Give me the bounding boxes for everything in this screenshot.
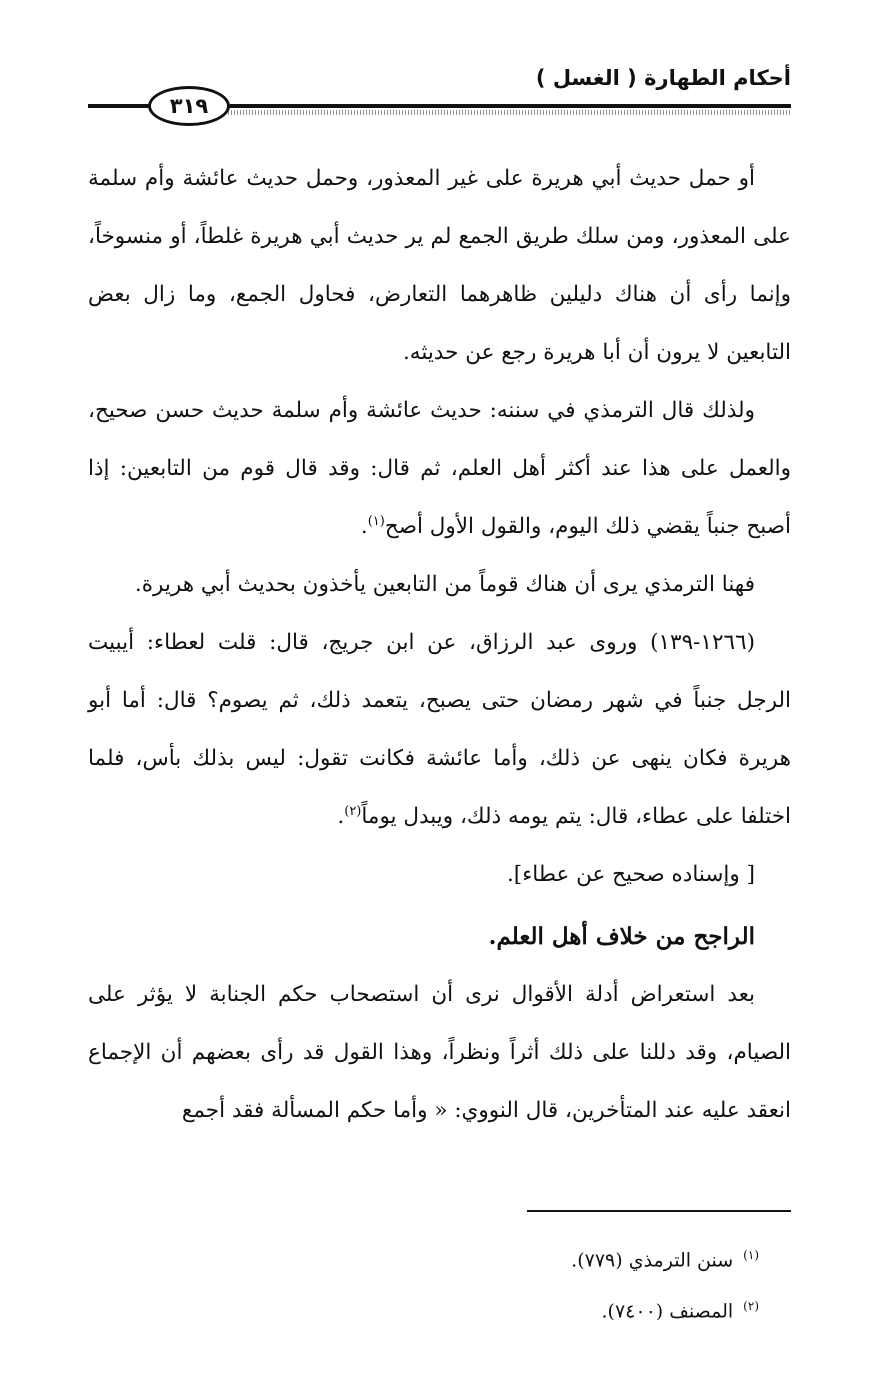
footnote-2-text: المصنف (٧٤٠٠). [601,1300,734,1323]
footnote-1-number: (١) [743,1248,759,1262]
header-rule-hatch [228,110,791,115]
footnote-1 [571,1232,759,1283]
paragraph-4-text: (١٢٦٦-١٣٩) وروى عبد الرزاق، عن ابن جريج، قال: قلت لعطاء: أيبيت الرجل جنباً في شهر رمضان حتى يصبح، يتعمد ذلك، ثم يصوم؟ قال: أما أبو هريرة فكان ينهى عن ذلك، وأما عائشة فكانت تقول: ليس بذلك بأس، فلما اختلفا على عطاء، قال: يتم يومه ذلك، ويبدل يوماً [88,630,791,829]
footnote-ref-2: (٢) [344,803,362,819]
footnote-2 [571,1283,759,1334]
paragraph-3: فهنا الترمذي يرى أن هناك قوماً من التابعين يأخذون بحديث أبي هريرة. [134,572,755,597]
main-text [88,150,791,1140]
paragraph-2-text: ولذلك قال الترمذي في سننه: حديث عائشة وأم سلمة حديث حسن صحيح، والعمل على هذا عند أكثر أهل العلم، ثم قال: وقد قال قوم من التابعين: إذا أصبح جنباً يقضي ذلك اليوم، والقول الأول أصح [88,398,791,539]
paragraph-4-end: . [337,804,345,829]
paragraph-2-end: . [360,514,368,539]
paragraph-4 [88,614,791,846]
paragraph-5: [ وإسناده صحيح عن عطاء]. [506,862,755,887]
footnote-2-number: (٢) [743,1299,759,1314]
footnotes [571,1232,759,1335]
footnote-ref-1: (١) [367,513,385,529]
paragraph-6: بعد استعراض أدلة الأقوال نرى أن استصحاب حكم الجنابة لا يؤثر على الصيام، وقد دللنا على ذلك أثراً ونظراً، وهذا القول قد رأى بعضهم أن الإجماع انعقد عليه عند المتأخرين، قال النووي: « وأما حكم المسألة فقد أجمع [88,982,791,1123]
paragraph-2 [88,382,791,556]
section-heading: الراجح من خلاف أهل العلم. [488,923,755,950]
paragraph-1: أو حمل حديث أبي هريرة على غير المعذور، وحمل حديث عائشة وأم سلمة على المعذور، ومن سلك طريق الجمع لم ير حديث أبي هريرة غلطاً، أو منسوخاً، وإنما رأى أن هناك دليلين ظاهرهما التعارض، فحاول الجمع، وما زال بعض التابعين لا يرون أن أبا هريرة رجع عن حديثه. [88,166,791,365]
footnote-separator [527,1210,791,1212]
footnote-1-text: سنن الترمذي (٧٧٩). [571,1249,734,1272]
running-title: أحكام الطهارة ( الغسل ) [535,66,791,90]
page-number: ٣١٩ [148,86,230,126]
